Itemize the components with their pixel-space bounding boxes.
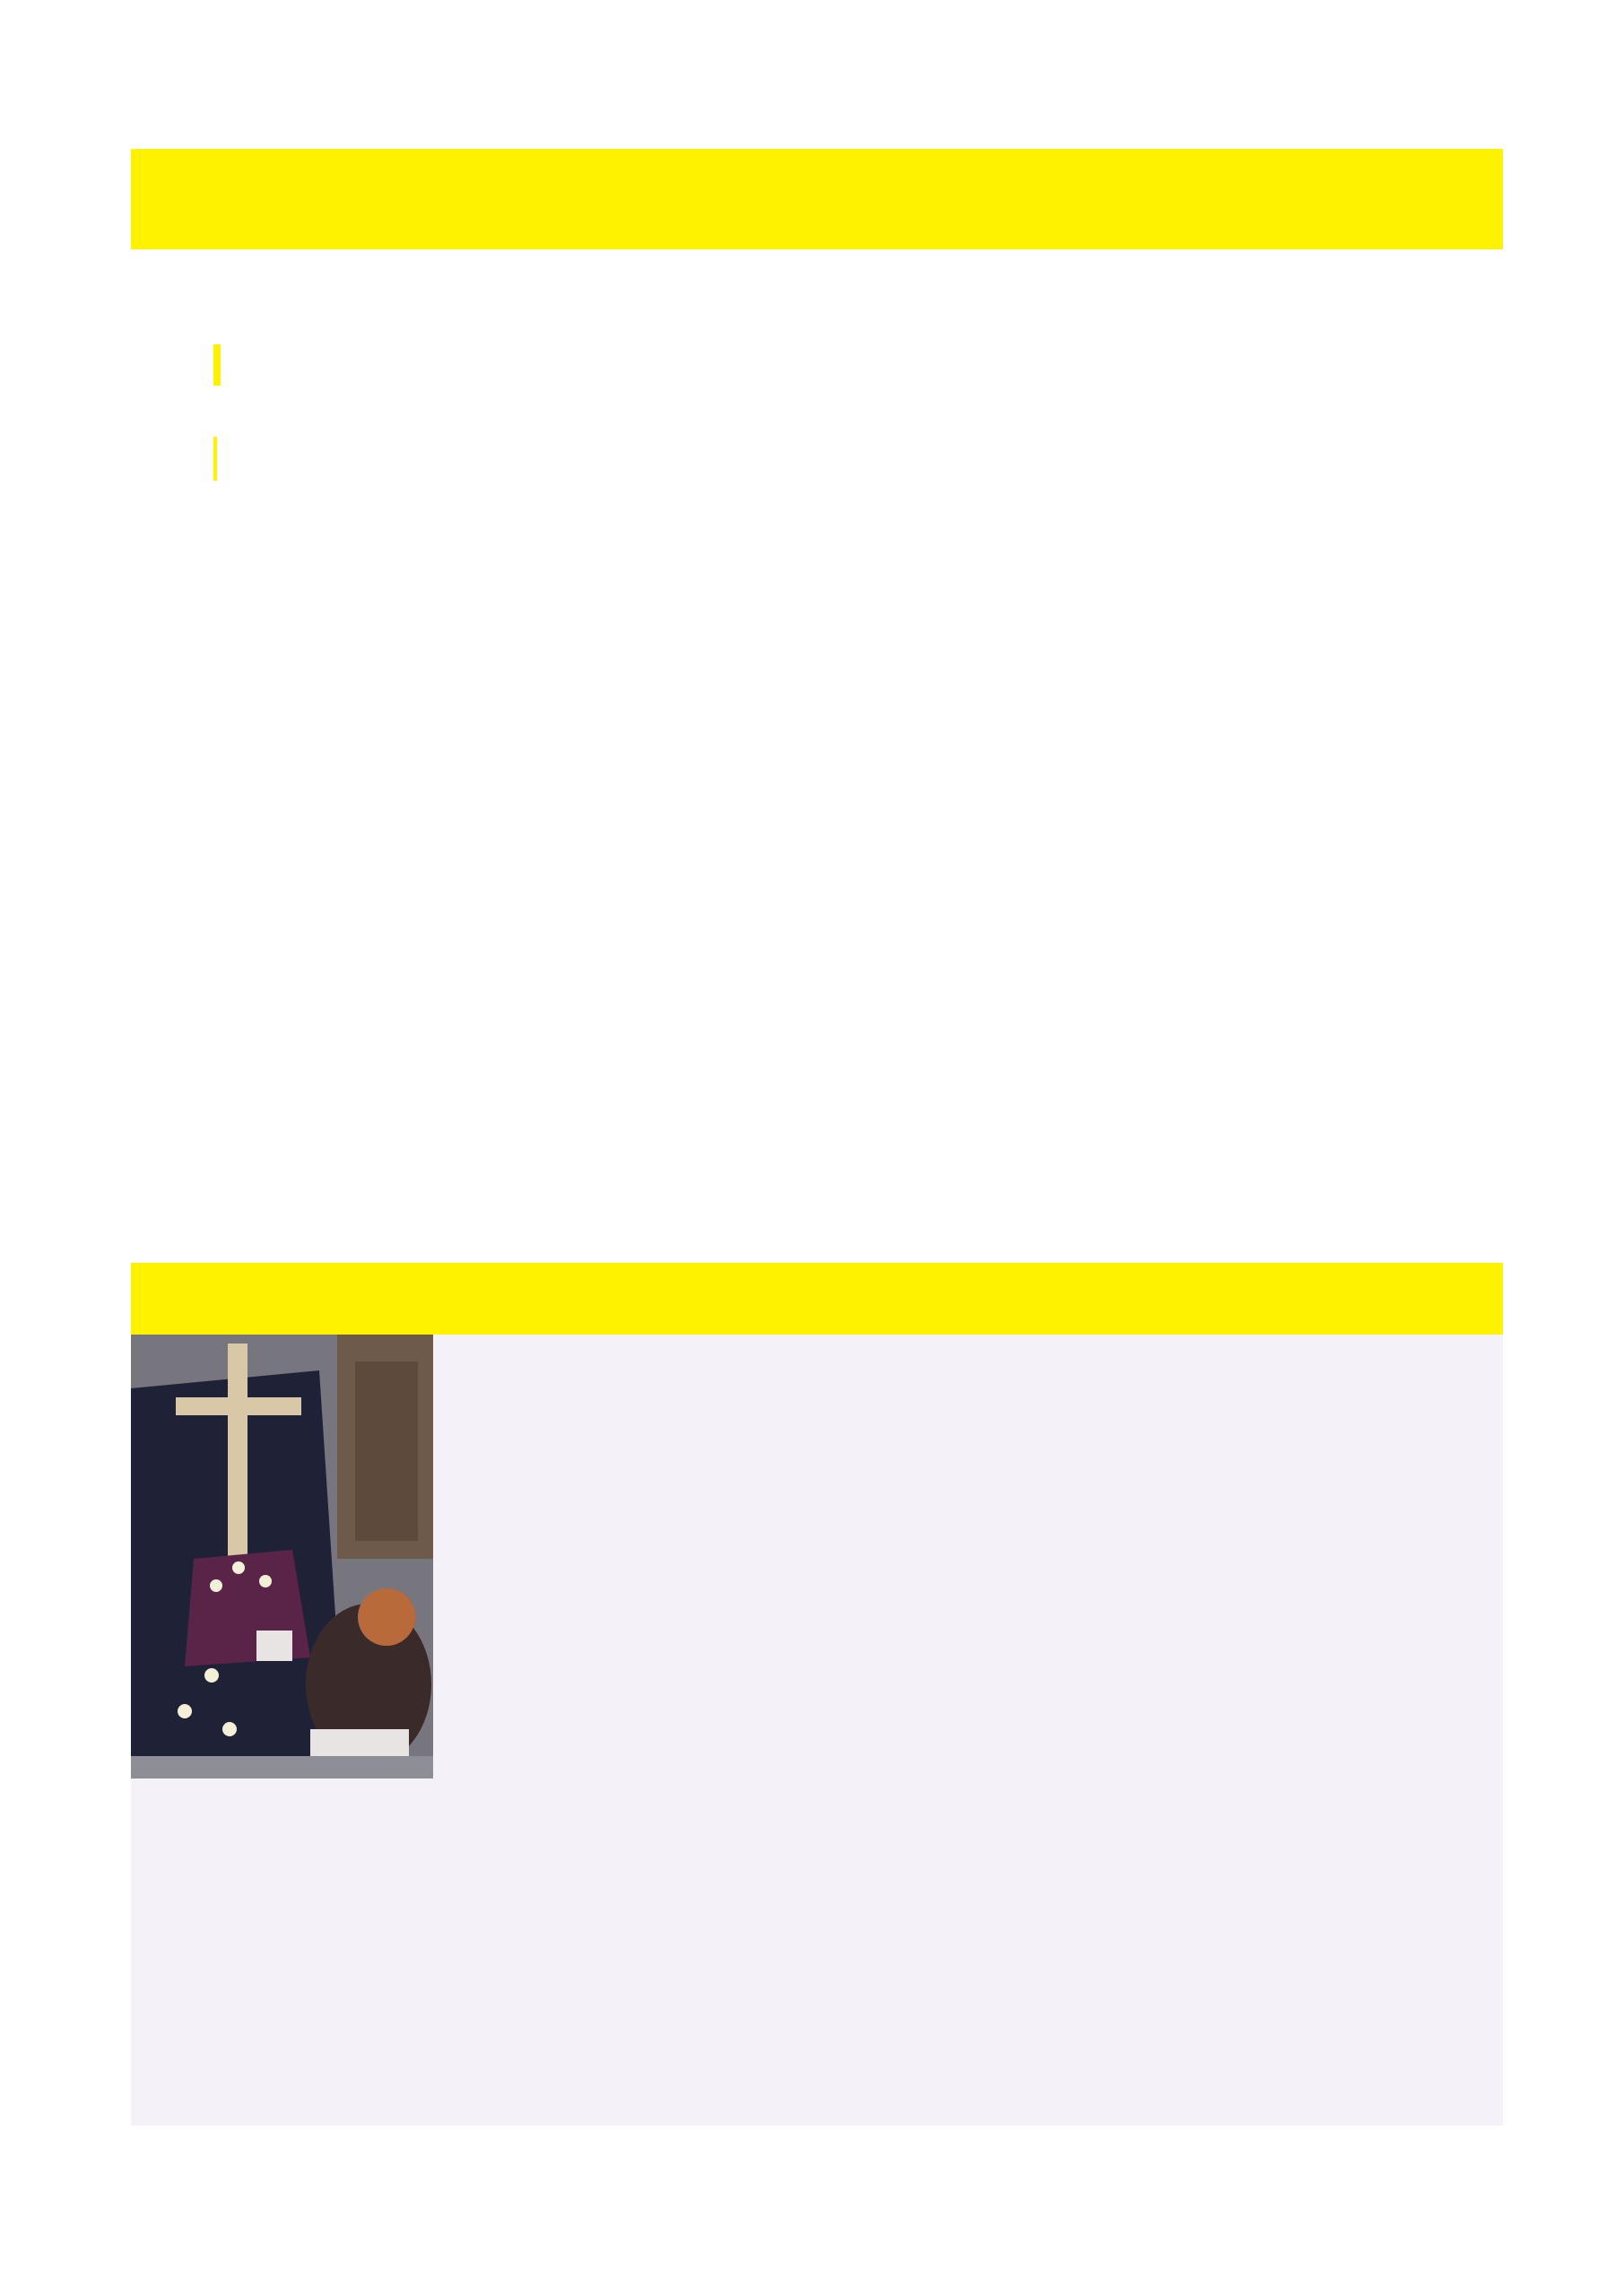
topic-islam [213,433,1505,489]
bible-section [495,1354,1481,1408]
new-badge [213,437,217,481]
new-badge [213,344,221,386]
syllabus-banner [131,1263,1503,1335]
cross-photo-illustration [131,1335,433,1779]
explore-panel [131,1335,1503,2126]
topics-list [213,280,1505,489]
topic-divali [213,339,1505,394]
title-banner [131,149,1503,249]
cross-photo [131,1335,433,1779]
